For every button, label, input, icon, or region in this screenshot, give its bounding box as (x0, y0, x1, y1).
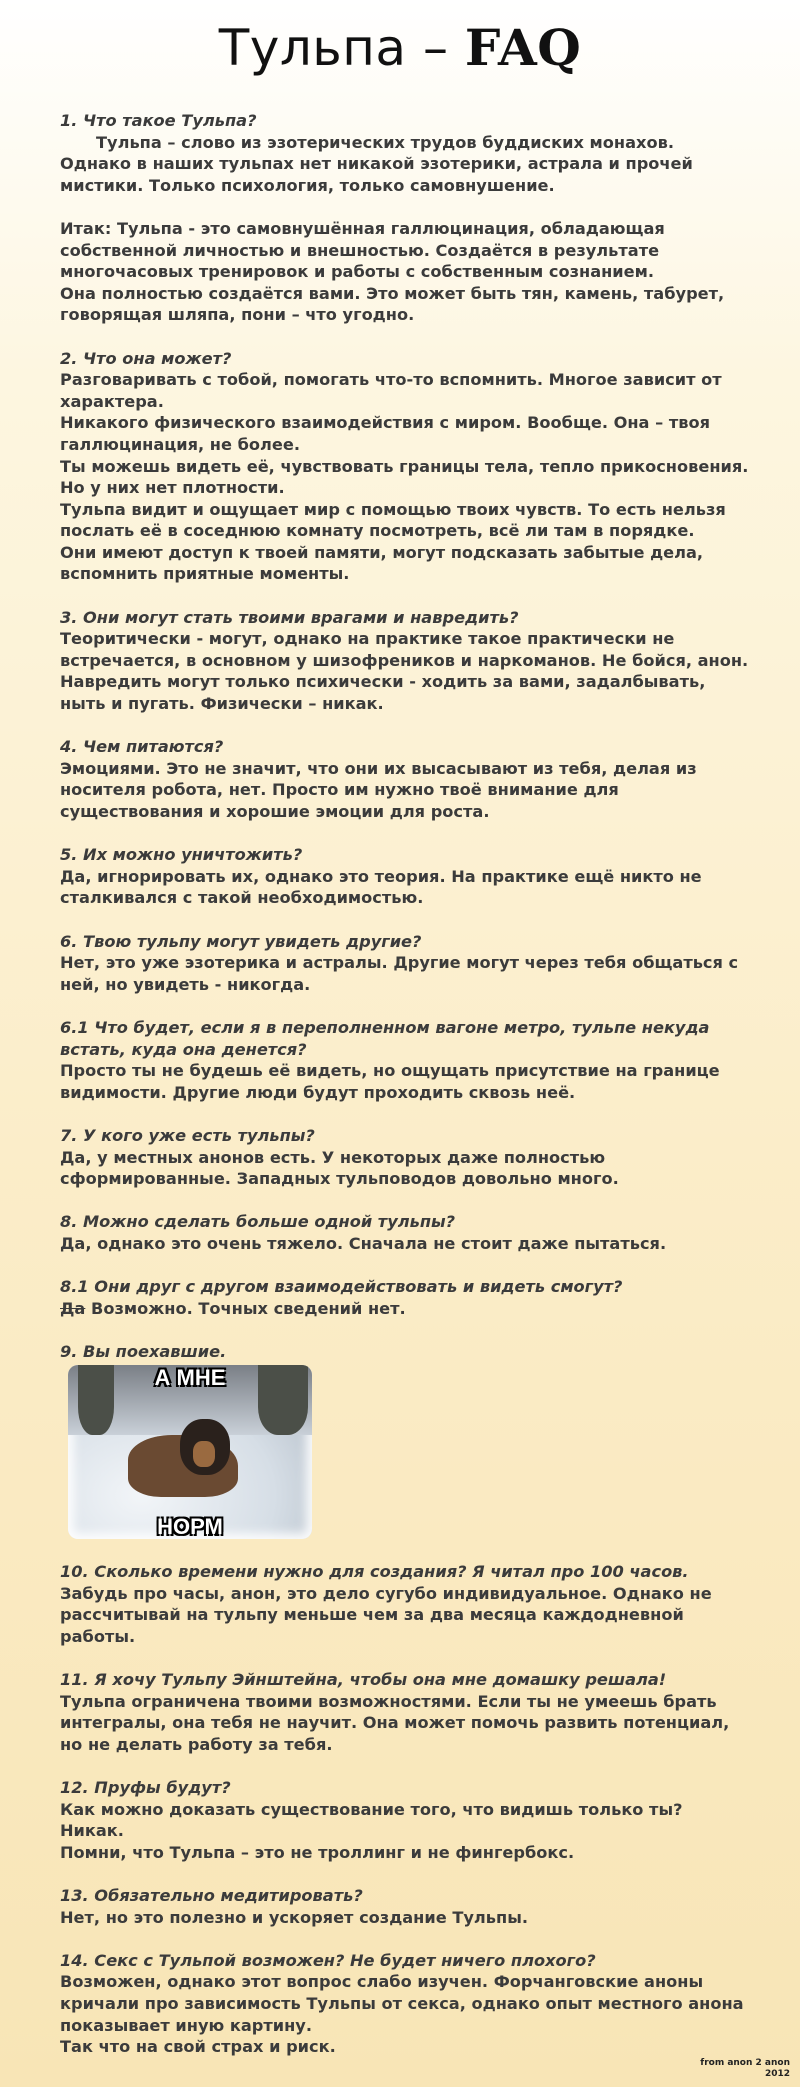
faq-answer: Эмоциями. Это не значит, что они их высасывают из тебя, делая из носителя робота, нет. Просто им нужно твоё внимание для существования и хорошие эмоции для роста. (60, 758, 697, 821)
faq-answer: Никакого физического взаимодействия с миром. Вообще. Она – твоя галлюцинация, не более. (60, 413, 710, 454)
faq-answer: Забудь про часы, анон, это дело сугубо индивидуальное. Однако не рассчитывай на тульпу меньше чем за два месяца каждодневной работы. (60, 1583, 712, 1646)
faq-answer: Тульпа видит и ощущает мир с помощью твоих чувств. То есть нельзя послать её в соседнюю комнату посмотреть, всё ли там в порядке. (60, 499, 726, 541)
faq-answer: Просто ты не будешь её видеть, но ощущать присутствие на границе видимости. Другие люди будут проходить сквозь неё. (60, 1061, 720, 1102)
faq-question: 13. Обязательно медитировать? (60, 1885, 363, 1905)
faq-question: 8. Можно сделать больше одной тульпы? (60, 1212, 456, 1232)
faq-answer: Ты можешь видеть её, чувствовать границы тела, тепло прикосновения. Но у них нет плотности. (60, 456, 749, 498)
faq-item (60, 931, 750, 996)
faq-answer: Она полностью создаётся вами. Это может быть тян, камень, табурет, говорящая шляпа, пони – что угодно. (60, 283, 725, 325)
faq-item (60, 1341, 750, 1540)
faq-question: 6.1 Что будет, если я в переполненном вагоне метро, тульпе некуда встать, куда она денется? (60, 1017, 710, 1059)
faq-content (60, 110, 750, 2079)
faq-question: 7. У кого уже есть тульпы? (60, 1125, 315, 1145)
meme-image (68, 1365, 312, 1539)
faq-item (60, 1017, 750, 1103)
page-title (0, 18, 800, 78)
faq-answer: Разговаривать с тобой, помогать что-то вспомнить. Многое зависит от характера. (60, 370, 722, 411)
faq-answer: Да, однако это очень тяжело. Сначала не стоит даже пытаться. (60, 1233, 667, 1253)
faq-answer: Навредить могут только психически - ходить за вами, задалбывать, ныть и пугать. Физически – никак. (60, 672, 706, 714)
faq-item (60, 844, 750, 909)
faq-answer: Нет, это уже эзотерика и астралы. Другие могут через тебя общаться с ней, но увидеть - никогда. (60, 953, 739, 994)
meme-bottom-caption: НОРМ (157, 1513, 223, 1539)
faq-question: 5. Их можно уничтожить? (60, 845, 303, 865)
faq-question: 11. Я хочу Тульпу Эйнштейна, чтобы она мне домашку решала! (60, 1670, 667, 1689)
faq-item (60, 1125, 750, 1190)
faq-item (60, 1211, 750, 1254)
faq-answer: Нет, но это полезно и ускоряет создание Тульпы. (60, 1907, 528, 1927)
faq-answer: Теоритически - могут, однако на практике такое практически не встречается, в основном у шизофреников и наркоманов. Не бойся, анон. (60, 629, 749, 670)
faq-answer (60, 1298, 750, 1320)
footer-line-1: from anon 2 anon (700, 2058, 790, 2068)
faq-question: 2. Что она может? (60, 348, 232, 368)
faq-question: 3. Они могут стать твоими врагами и навредить? (60, 607, 519, 627)
faq-question: 6. Твою тульпу могут увидеть другие? (60, 931, 422, 951)
faq-answer: Они имеют доступ к твоей памяти, могут подсказать забытые дела, вспомнить приятные моменты. (60, 542, 704, 584)
struck-word: Да (60, 1298, 86, 1318)
faq-item (60, 110, 750, 326)
footer-credit (700, 2058, 790, 2080)
faq-answer: Тульпа ограничена твоими возможностями. Если ты не умеешь брать интегралы, она тебя не научит. Она может помочь развить потенциал, но не делать работу за тебя. (60, 1691, 730, 1754)
faq-question: 9. Вы поехавшие. (60, 1341, 227, 1361)
faq-item (60, 736, 750, 822)
footer-line-2: 2012 (764, 2069, 790, 2079)
faq-answer: Тульпа – слово из эзотерических трудов буддиских монахов. Однако в наших тульпах нет никакой эзотерики, астрала и прочей мистики. Только психология, только самовнушение. (60, 132, 693, 195)
meme-top-caption: А МНЕ (154, 1365, 226, 1391)
faq-item (60, 607, 750, 715)
faq-item (60, 348, 750, 586)
faq-item (60, 1950, 750, 2058)
faq-answer: Да, у местных анонов есть. У некоторых даже полностью сформированные. Западных тульповодов довольно много. (60, 1147, 619, 1189)
faq-question: 14. Секс с Тульпой возможен? Не будет ничего плохого? (60, 1950, 596, 1970)
faq-question: 1. Что такое Тульпа? (60, 111, 257, 130)
faq-answer: Возможен, однако этот вопрос слабо изучен. Форчанговские аноны кричали про зависимость Тульпы от секса, однако опыт местного анона показывает иную картину. (60, 1972, 744, 2035)
title-main: Тульпа – (218, 19, 465, 77)
faq-answer: Помни, что Тульпа – это не троллинг и не фингербокс. (60, 1842, 575, 1862)
faq-item (60, 1276, 750, 1319)
faq-answer-text: Возможно. Точных сведений нет. (85, 1298, 406, 1318)
faq-item (60, 1885, 750, 1928)
faq-question: 4. Чем питаются? (60, 737, 224, 757)
faq-question: 8.1 Они друг с другом взаимодействовать и видеть смогут? (60, 1277, 623, 1297)
faq-question: 12. Пруфы будут? (60, 1777, 231, 1797)
faq-answer: Как можно доказать существование того, что видишь только ты? Никак. (60, 1799, 683, 1841)
faq-answer: Да, игнорировать их, однако это теория. На практике ещё никто не сталкивался с такой необходимостью. (60, 866, 702, 908)
faq-item (60, 1777, 750, 1863)
faq-item (60, 1669, 750, 1755)
faq-question: 10. Сколько времени нужно для создания? Я читал про 100 часов. (60, 1562, 689, 1582)
title-faq: FAQ (464, 18, 582, 77)
faq-answer: Так что на свой страх и риск. (60, 2037, 336, 2057)
faq-answer: Итак: Тульпа - это самовнушённая галлюцинация, обладающая собственной личностью и внешностью. Создаётся в результате многочасовых тренировок и работы с собственным сознанием. (60, 218, 665, 282)
faq-item (60, 1561, 750, 1647)
